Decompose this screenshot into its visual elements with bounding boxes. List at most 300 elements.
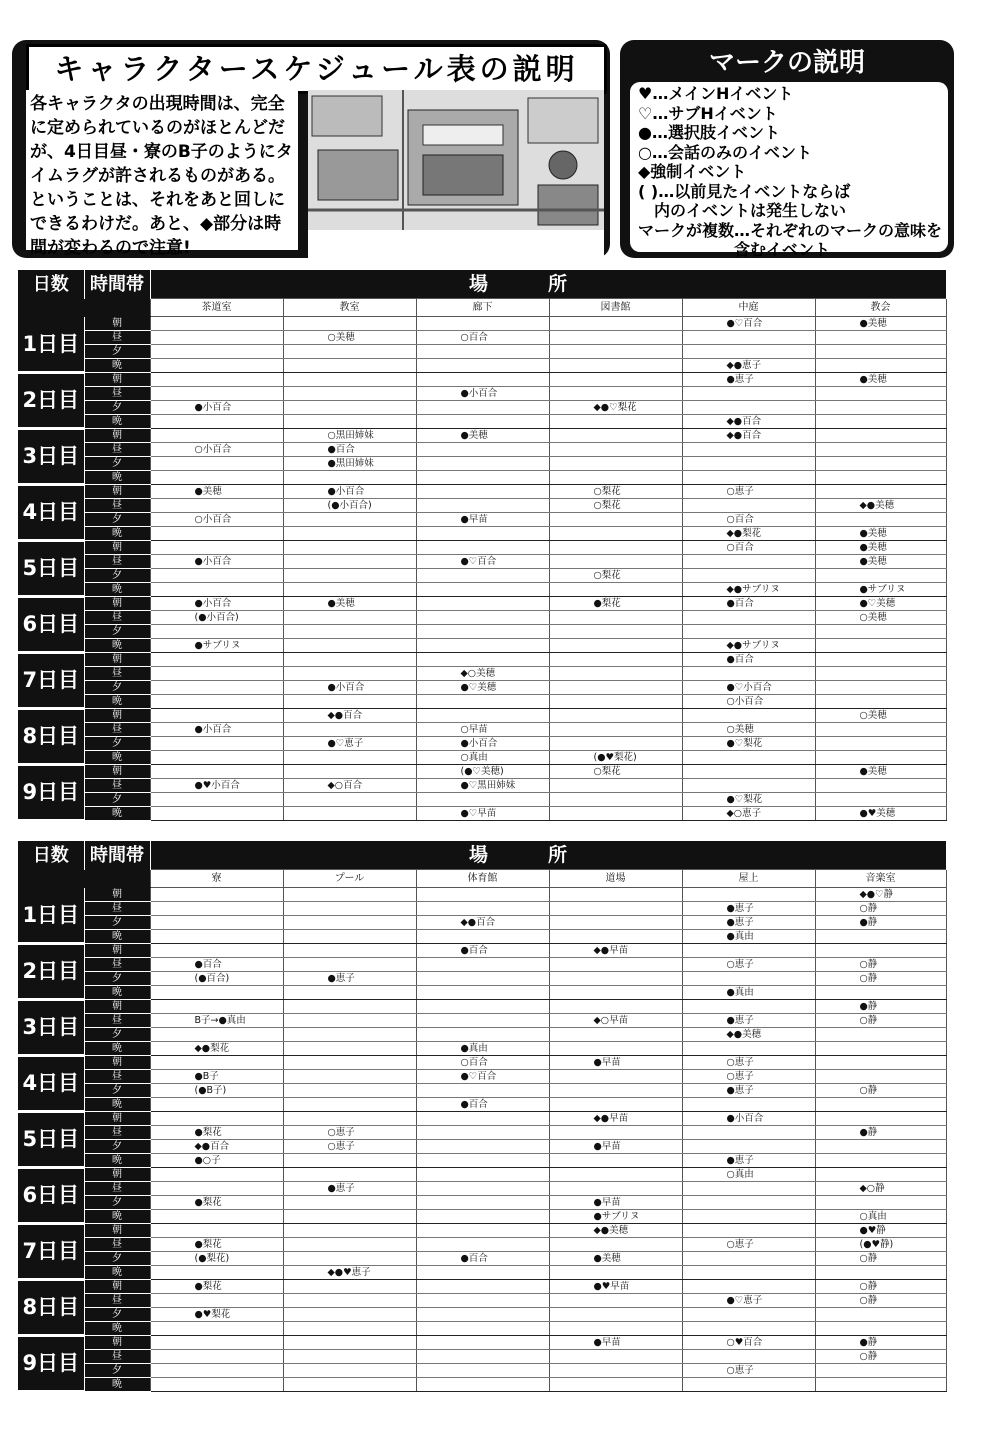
event-cell: ●小百合	[150, 555, 283, 569]
event-cell	[549, 737, 682, 751]
event-cell	[416, 345, 549, 359]
day-label: 4日目	[18, 485, 84, 541]
time-slot-label: 朝	[84, 1056, 150, 1070]
event-cell	[549, 1238, 682, 1252]
event-cell: ●早苗	[549, 1056, 682, 1070]
event-cell: ●梨花	[150, 1126, 283, 1140]
event-cell	[549, 513, 682, 527]
event-cell	[682, 1378, 815, 1392]
time-slot-label: 晩	[84, 359, 150, 373]
event-cell	[416, 1224, 549, 1238]
event-cell	[549, 1126, 682, 1140]
event-cell: ●小百合	[283, 485, 416, 499]
event-cell: ○小百合	[150, 443, 283, 457]
event-cell	[150, 944, 283, 958]
event-cell	[815, 387, 946, 401]
event-cell: ●♡梨花	[682, 737, 815, 751]
table-row	[18, 1028, 946, 1042]
event-cell	[283, 1336, 416, 1350]
event-cell: ●真由	[682, 986, 815, 1000]
table-row	[18, 1000, 946, 1014]
time-slot-label: 昼	[84, 387, 150, 401]
event-cell: ○静	[815, 1350, 946, 1364]
event-cell	[416, 1210, 549, 1224]
event-cell	[416, 986, 549, 1000]
location-header: 体育館	[416, 870, 549, 888]
event-cell: ○梨花	[549, 765, 682, 779]
event-cell: ●早苗	[549, 1140, 682, 1154]
event-cell	[283, 958, 416, 972]
table-row	[18, 569, 946, 583]
event-cell	[815, 793, 946, 807]
event-cell	[549, 639, 682, 653]
table-row	[18, 653, 946, 667]
location-header: 寮	[150, 870, 283, 888]
event-cell: ◆●美穂	[815, 499, 946, 513]
event-cell	[549, 1294, 682, 1308]
event-cell	[150, 471, 283, 485]
event-cell	[549, 1084, 682, 1098]
time-slot-label: 夕	[84, 1364, 150, 1378]
event-cell	[150, 1210, 283, 1224]
event-cell	[549, 888, 682, 902]
event-cell	[815, 513, 946, 527]
table-row	[18, 807, 946, 821]
event-cell	[815, 1028, 946, 1042]
event-cell	[150, 667, 283, 681]
time-slot-label: 朝	[84, 1280, 150, 1294]
table-row	[18, 1336, 946, 1350]
event-cell	[815, 625, 946, 639]
day-label: 1日目	[18, 888, 84, 944]
event-cell	[549, 317, 682, 331]
time-slot-label: 晩	[84, 1266, 150, 1280]
day-label: 8日目	[18, 1280, 84, 1336]
time-slot-label: 昼	[84, 723, 150, 737]
table-row	[18, 737, 946, 751]
event-cell: ◆●百合	[416, 916, 549, 930]
event-cell: ○小百合	[682, 695, 815, 709]
event-cell	[549, 359, 682, 373]
location-header: 音楽室	[815, 870, 946, 888]
event-cell	[549, 723, 682, 737]
event-cell: ○恵子	[682, 1070, 815, 1084]
event-cell	[815, 986, 946, 1000]
event-cell	[815, 345, 946, 359]
table-row	[18, 1098, 946, 1112]
event-cell	[416, 499, 549, 513]
event-cell: ●♡梨花	[682, 793, 815, 807]
event-cell: ◆○早苗	[549, 1014, 682, 1028]
time-slot-label: 朝	[84, 1224, 150, 1238]
day-label: 3日目	[18, 1000, 84, 1056]
event-cell	[416, 625, 549, 639]
event-cell	[150, 1182, 283, 1196]
event-cell	[682, 569, 815, 583]
event-cell: ○美穂	[815, 611, 946, 625]
table-row	[18, 457, 946, 471]
table-row	[18, 1364, 946, 1378]
event-cell	[283, 1350, 416, 1364]
event-cell: ●小百合	[150, 723, 283, 737]
event-cell	[549, 583, 682, 597]
event-cell: ●真由	[682, 930, 815, 944]
event-cell	[549, 1070, 682, 1084]
event-cell	[416, 485, 549, 499]
time-slot-label: 晩	[84, 1210, 150, 1224]
event-cell: ●♡百合	[682, 317, 815, 331]
event-cell	[283, 1168, 416, 1182]
event-cell: ◆●♥恵子	[283, 1266, 416, 1280]
table-row	[18, 695, 946, 709]
time-slot-label: 昼	[84, 902, 150, 916]
event-cell: ○百合	[416, 1056, 549, 1070]
table-row	[18, 779, 946, 793]
event-cell	[150, 345, 283, 359]
event-cell	[416, 373, 549, 387]
time-slot-label: 晩	[84, 527, 150, 541]
event-cell	[283, 527, 416, 541]
time-slot-label: 朝	[84, 429, 150, 443]
event-cell	[815, 1322, 946, 1336]
table-row	[18, 709, 946, 723]
event-cell	[283, 1042, 416, 1056]
event-cell: ●恵子	[283, 1182, 416, 1196]
mark-legend-panel	[620, 40, 954, 258]
event-cell	[815, 653, 946, 667]
event-cell: ●♡美穂	[815, 597, 946, 611]
campus-map-illustration	[308, 90, 604, 230]
event-cell: ◆○静	[815, 1182, 946, 1196]
time-slot-label: 朝	[84, 1000, 150, 1014]
event-cell	[682, 1224, 815, 1238]
event-cell	[549, 1308, 682, 1322]
day-label: 7日目	[18, 1224, 84, 1280]
event-cell: (●♥静)	[815, 1238, 946, 1252]
event-cell	[150, 888, 283, 902]
event-cell	[549, 527, 682, 541]
event-cell	[150, 429, 283, 443]
event-cell: ○静	[815, 972, 946, 986]
event-cell	[150, 415, 283, 429]
event-cell	[283, 317, 416, 331]
event-cell	[815, 779, 946, 793]
event-cell	[815, 1378, 946, 1392]
event-cell	[283, 807, 416, 821]
event-cell: ●♡百合	[416, 555, 549, 569]
event-cell	[150, 387, 283, 401]
event-cell: ○恵子	[682, 1364, 815, 1378]
table-row	[18, 1280, 946, 1294]
event-cell	[416, 888, 549, 902]
time-slot-label: 夕	[84, 1084, 150, 1098]
event-cell	[416, 359, 549, 373]
event-cell	[416, 930, 549, 944]
time-slot-label: 朝	[84, 373, 150, 387]
time-slot-label: 夕	[84, 972, 150, 986]
event-cell: ○静	[815, 1252, 946, 1266]
time-slot-label: 夕	[84, 916, 150, 930]
event-cell	[815, 723, 946, 737]
event-cell: ●恵子	[682, 1014, 815, 1028]
event-cell	[283, 1238, 416, 1252]
legend-item: ♥…メインHイベント	[638, 84, 794, 103]
event-cell	[815, 944, 946, 958]
event-cell	[150, 1028, 283, 1042]
event-cell: ○百合	[682, 541, 815, 555]
event-cell	[150, 583, 283, 597]
event-cell	[416, 583, 549, 597]
event-cell: ●♥梨花	[150, 1308, 283, 1322]
event-cell	[283, 471, 416, 485]
event-cell	[682, 443, 815, 457]
time-slot-label: 夕	[84, 1252, 150, 1266]
location-header: 中庭	[682, 299, 815, 317]
table-row	[18, 1084, 946, 1098]
event-cell: ◆●百合	[682, 415, 815, 429]
event-cell	[283, 387, 416, 401]
time-slot-label: 昼	[84, 667, 150, 681]
event-cell	[549, 1000, 682, 1014]
event-cell	[150, 765, 283, 779]
time-slot-label: 晩	[84, 639, 150, 653]
event-cell: ●梨花	[150, 1280, 283, 1294]
day-label: 5日目	[18, 541, 84, 597]
header-spacer	[18, 299, 150, 317]
event-cell	[283, 1000, 416, 1014]
event-cell	[682, 625, 815, 639]
legend-item: ●…選択肢イベント	[638, 123, 780, 142]
event-cell	[682, 1308, 815, 1322]
event-cell	[549, 1378, 682, 1392]
map-caption: ↑移動できるところは全部で12ヶ所	[312, 236, 523, 251]
table-row	[18, 972, 946, 986]
event-cell	[416, 1238, 549, 1252]
event-cell	[815, 639, 946, 653]
event-cell: ○静	[815, 1084, 946, 1098]
event-cell	[150, 373, 283, 387]
event-cell	[150, 457, 283, 471]
table-row	[18, 944, 946, 958]
event-cell	[150, 930, 283, 944]
event-cell	[682, 555, 815, 569]
table-row	[18, 1308, 946, 1322]
event-cell	[682, 471, 815, 485]
day-label: 9日目	[18, 1336, 84, 1392]
event-cell	[416, 569, 549, 583]
event-cell	[150, 1336, 283, 1350]
event-cell	[815, 429, 946, 443]
time-slot-label: 朝	[84, 653, 150, 667]
day-label: 4日目	[18, 1056, 84, 1112]
time-slot-label: 夕	[84, 345, 150, 359]
event-cell: B子→●真由	[150, 1014, 283, 1028]
header-spacer	[18, 870, 150, 888]
event-cell	[416, 1364, 549, 1378]
event-cell	[682, 401, 815, 415]
event-cell	[416, 401, 549, 415]
event-cell	[549, 625, 682, 639]
event-cell: ○恵子	[283, 1140, 416, 1154]
event-cell: ○梨花	[549, 569, 682, 583]
schedule-table-2	[18, 841, 947, 1393]
event-cell	[150, 1224, 283, 1238]
time-slot-label: 昼	[84, 611, 150, 625]
event-cell	[549, 972, 682, 986]
event-cell	[150, 902, 283, 916]
time-slot-label: 朝	[84, 485, 150, 499]
day-label: 8日目	[18, 709, 84, 765]
header-day: 日数	[18, 841, 84, 870]
event-cell	[682, 1140, 815, 1154]
event-cell: ●百合	[150, 958, 283, 972]
event-cell	[815, 1168, 946, 1182]
event-cell: ●小百合	[416, 387, 549, 401]
event-cell: ●恵子	[682, 916, 815, 930]
table-row	[18, 1070, 946, 1084]
event-cell	[416, 1028, 549, 1042]
event-cell	[283, 1210, 416, 1224]
event-cell	[549, 1042, 682, 1056]
event-cell: ●恵子	[682, 1084, 815, 1098]
event-cell	[150, 527, 283, 541]
event-cell	[283, 1098, 416, 1112]
event-cell	[283, 1028, 416, 1042]
event-cell	[283, 373, 416, 387]
event-cell	[150, 317, 283, 331]
event-cell	[416, 1168, 549, 1182]
event-cell	[283, 1378, 416, 1392]
event-cell	[283, 888, 416, 902]
day-label: 5日目	[18, 1112, 84, 1168]
event-cell	[283, 930, 416, 944]
time-slot-label: 昼	[84, 555, 150, 569]
day-label: 6日目	[18, 597, 84, 653]
event-cell	[283, 723, 416, 737]
event-cell: ○恵子	[682, 1056, 815, 1070]
time-slot-label: 晩	[84, 807, 150, 821]
table-row	[18, 373, 946, 387]
event-cell: ●○子	[150, 1154, 283, 1168]
event-cell	[682, 457, 815, 471]
time-slot-label: 昼	[84, 499, 150, 513]
table-row	[18, 1252, 946, 1266]
event-cell: ●♡黒田姉妹	[416, 779, 549, 793]
event-cell	[283, 401, 416, 415]
time-slot-label: 晩	[84, 1042, 150, 1056]
event-cell	[416, 527, 549, 541]
event-cell	[416, 653, 549, 667]
event-cell	[283, 569, 416, 583]
event-cell	[682, 1350, 815, 1364]
event-cell	[682, 779, 815, 793]
event-cell	[150, 681, 283, 695]
event-cell: ◆●百合	[682, 429, 815, 443]
event-cell	[682, 944, 815, 958]
event-cell	[815, 1266, 946, 1280]
location-header: 教会	[815, 299, 946, 317]
event-cell	[549, 1154, 682, 1168]
event-cell	[150, 1112, 283, 1126]
event-cell	[815, 415, 946, 429]
event-cell: ●小百合	[416, 737, 549, 751]
time-slot-label: 夕	[84, 457, 150, 471]
time-slot-label: 朝	[84, 597, 150, 611]
event-cell	[150, 751, 283, 765]
event-cell: (●梨花)	[150, 1252, 283, 1266]
event-cell: ●♥小百合	[150, 779, 283, 793]
time-slot-label: 昼	[84, 331, 150, 345]
event-cell: ●美穂	[815, 765, 946, 779]
event-cell	[682, 1210, 815, 1224]
event-cell	[283, 1154, 416, 1168]
event-cell	[549, 1322, 682, 1336]
event-cell	[150, 695, 283, 709]
time-slot-label: 朝	[84, 1336, 150, 1350]
event-cell: ○小百合	[150, 513, 283, 527]
table-row	[18, 765, 946, 779]
table-row	[18, 930, 946, 944]
event-cell	[416, 597, 549, 611]
event-cell: ●恵子	[682, 1154, 815, 1168]
event-cell	[682, 611, 815, 625]
time-slot-label: 朝	[84, 317, 150, 331]
event-cell	[416, 1350, 549, 1364]
event-cell	[549, 331, 682, 345]
event-cell	[150, 1168, 283, 1182]
event-cell: ●美穂	[815, 317, 946, 331]
event-cell	[549, 1182, 682, 1196]
time-slot-label: 夕	[84, 625, 150, 639]
event-cell: ◆●百合	[150, 1140, 283, 1154]
table-row	[18, 401, 946, 415]
table-row	[18, 1042, 946, 1056]
header-day: 日数	[18, 270, 84, 299]
event-cell: ◆●美穂	[549, 1224, 682, 1238]
event-cell	[150, 1266, 283, 1280]
time-slot-label: 昼	[84, 958, 150, 972]
event-cell	[815, 569, 946, 583]
event-cell: ○静	[815, 1014, 946, 1028]
event-cell	[150, 1350, 283, 1364]
event-cell: (●小百合)	[150, 611, 283, 625]
table-row	[18, 443, 946, 457]
event-cell	[815, 401, 946, 415]
event-cell	[815, 1154, 946, 1168]
event-cell	[150, 359, 283, 373]
event-cell	[416, 639, 549, 653]
event-cell	[283, 1014, 416, 1028]
time-slot-label: 夕	[84, 401, 150, 415]
event-cell: ○梨花	[549, 499, 682, 513]
event-cell: ●早苗	[549, 1196, 682, 1210]
event-cell: ◆●♡静	[815, 888, 946, 902]
time-slot-label: 晩	[84, 1378, 150, 1392]
event-cell	[549, 611, 682, 625]
location-header: 茶道室	[150, 299, 283, 317]
event-cell	[416, 415, 549, 429]
event-cell: ○百合	[682, 513, 815, 527]
event-cell	[549, 709, 682, 723]
day-label: 2日目	[18, 944, 84, 1000]
event-cell: ○静	[815, 1294, 946, 1308]
table-row	[18, 471, 946, 485]
event-cell	[150, 737, 283, 751]
table-row	[18, 1014, 946, 1028]
event-cell	[682, 1266, 815, 1280]
event-cell	[682, 765, 815, 779]
time-slot-label: 朝	[84, 765, 150, 779]
